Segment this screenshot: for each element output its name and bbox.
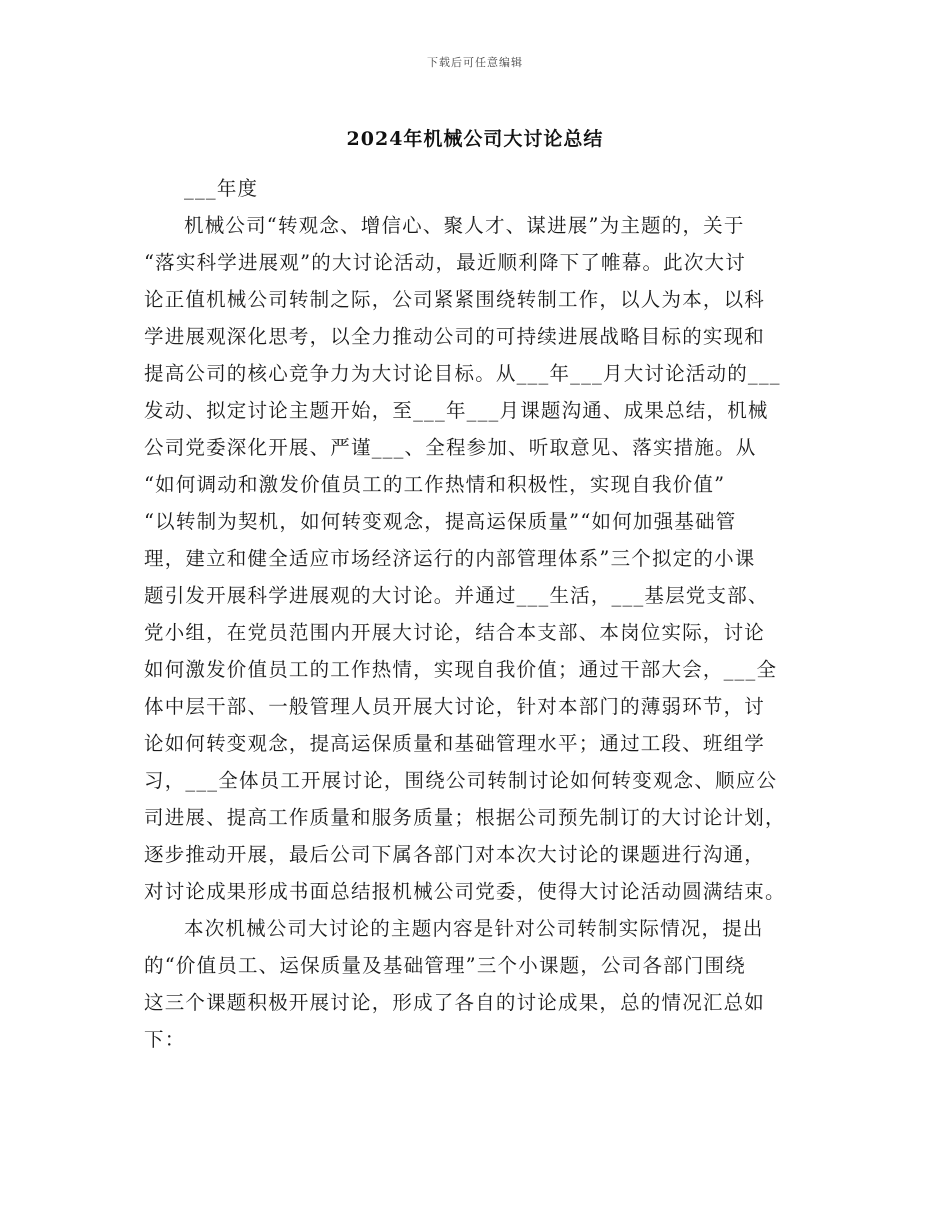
paragraph-2-line: 下： (144, 1028, 186, 1051)
paragraph-1-line: 机械公司“转观念、增信心、聚人才、谋进展”为主题的，关于 (184, 214, 745, 237)
paragraph-1-line: 体中层干部、一般管理人员开展大讨论，针对本部门的薄弱环节，讨 (144, 695, 766, 718)
paragraph-1-line: “以转制为契机，如何转变观念，提高运保质量”“如何加强基础管 (144, 510, 737, 533)
paragraph-1-line: 习，___全体员工开展讨论，围绕公司转制讨论如何转变观念、顺应公 (144, 769, 778, 792)
paragraph-2-line: 的“价值员工、运保质量及基础管理”三个小课题，公司各部门围绕 (144, 954, 746, 977)
paragraph-1-line: 论正值机械公司转制之际，公司紧紧围绕转制工作，以人为本，以科 (144, 288, 766, 311)
paragraph-1-line: 学进展观深化思考，以全力推动公司的可持续进展战略目标的实现和 (144, 325, 766, 348)
paragraph-1-line: 逐步推动开展，最后公司下属各部门对本次大讨论的课题进行沟通， (144, 843, 766, 866)
paragraph-1-line: 对讨论成果形成书面总结报机械公司党委，使得大讨论活动圆满结束。 (144, 880, 786, 903)
paragraph-1-line: 如何激发价值员工的工作热情，实现自我价值；通过干部大会，___全 (144, 658, 778, 681)
paragraph-1-line: “落实科学进展观”的大讨论活动，最近顺利降下了帷幕。此次大讨 (144, 251, 746, 274)
paragraph-1-line: 题引发开展科学进展观的大讨论。并通过___生活，___基层党支部、 (144, 584, 769, 607)
paragraph-1-line: “如何调动和激发价值员工的工作热情和积极性，实现自我价值” (144, 473, 726, 496)
paragraph-1-line: 公司党委深化开展、严谨___、全程参加、听取意见、落实措施。从 (144, 436, 757, 459)
paragraph-2-line: 本次机械公司大讨论的主题内容是针对公司转制实际情况，提出 (184, 917, 764, 940)
paragraph-1-line: 提高公司的核心竞争力为大讨论目标。从___年___月大讨论活动的___ (144, 362, 781, 385)
paragraph-1-line: 论如何转变观念，提高运保质量和基础管理水平；通过工段、班组学 (144, 732, 766, 755)
text-line-year: ___年度 (184, 177, 259, 200)
document-body (144, 170, 824, 1058)
paragraph-1-line: 发动、拟定讨论主题开始，至___年___月课题沟通、成果总结，机械 (144, 399, 769, 422)
page-header-note: 下载后可任意编辑 (427, 56, 523, 69)
paragraph-1-line: 理，建立和健全适应市场经济运行的内部管理体系”三个拟定的小课 (144, 547, 756, 570)
document-title: 2024年机械公司大讨论总结 (346, 128, 604, 150)
paragraph-2-line: 这三个课题积极开展讨论，形成了各自的讨论成果，总的情况汇总如 (144, 991, 766, 1014)
paragraph-1-line: 党小组，在党员范围内开展大讨论，结合本支部、本岗位实际，讨论 (144, 621, 766, 644)
paragraph-1-line: 司进展、提高工作质量和服务质量；根据公司预先制订的大讨论计划， (144, 806, 786, 829)
